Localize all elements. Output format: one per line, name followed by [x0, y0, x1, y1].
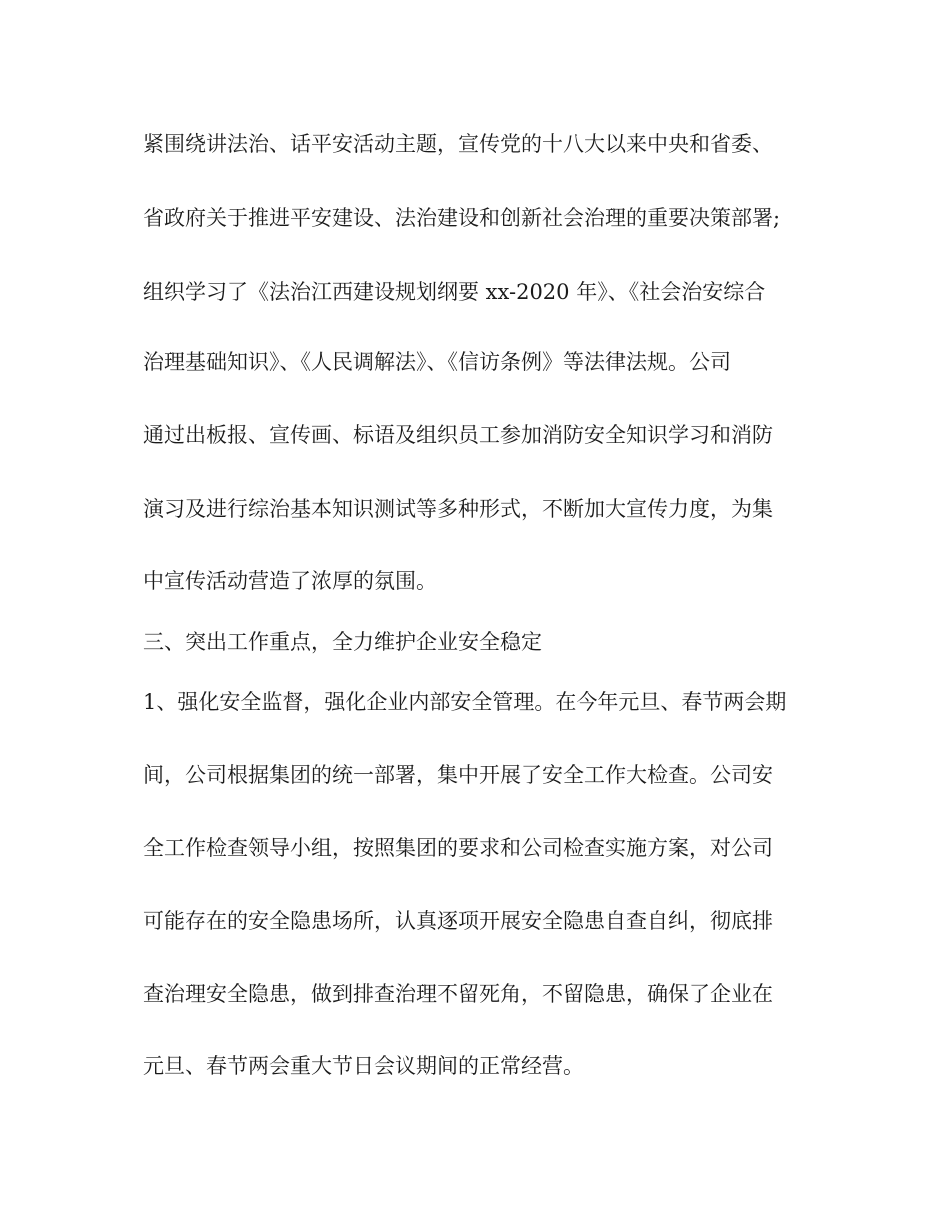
paragraph-line: 演习及进行综治基本知识测试等多种形式，不断加大宣传力度，为集 [143, 497, 773, 521]
paragraph-line: 可能存在的安全隐患场所，认真逐项开展安全隐患自查自纠，彻底排 [143, 909, 773, 933]
paragraph-line: 治理基础知识》、《人民调解法》、《信访条例》等法律法规。公司 [143, 350, 731, 374]
paragraph-line: 1、强化安全监督，强化企业内部安全管理。在今年元旦、春节两会期 [143, 690, 787, 714]
paragraph-line: 紧围绕讲法治、话平安活动主题，宣传党的十八大以来中央和省委、 [143, 132, 773, 156]
paragraph-line: 通过出板报、宣传画、标语及组织员工参加消防安全知识学习和消防 [143, 423, 773, 447]
paragraph-line: 元旦、春节两会重大节日会议期间的正常经营。 [143, 1054, 584, 1078]
paragraph-line: 间，公司根据集团的统一部署，集中开展了安全工作大检查。公司安 [143, 763, 773, 787]
paragraph-line: 查治理安全隐患，做到排查治理不留死角，不留隐患，确保了企业在 [143, 982, 773, 1006]
section-heading: 三、突出工作重点，全力维护企业安全稳定 [143, 630, 542, 654]
paragraph-line: 省政府关于推进平安建设、法治建设和创新社会治理的重要决策部署; [143, 206, 781, 230]
paragraph-line: 组织学习了《法治江西建设规划纲要 xx-2020 年》、《社会治安综合 [143, 280, 766, 304]
paragraph-line: 中宣传活动营造了浓厚的氛围。 [143, 569, 437, 593]
paragraph-line: 全工作检查领导小组，按照集团的要求和公司检查实施方案，对公司 [143, 836, 773, 860]
